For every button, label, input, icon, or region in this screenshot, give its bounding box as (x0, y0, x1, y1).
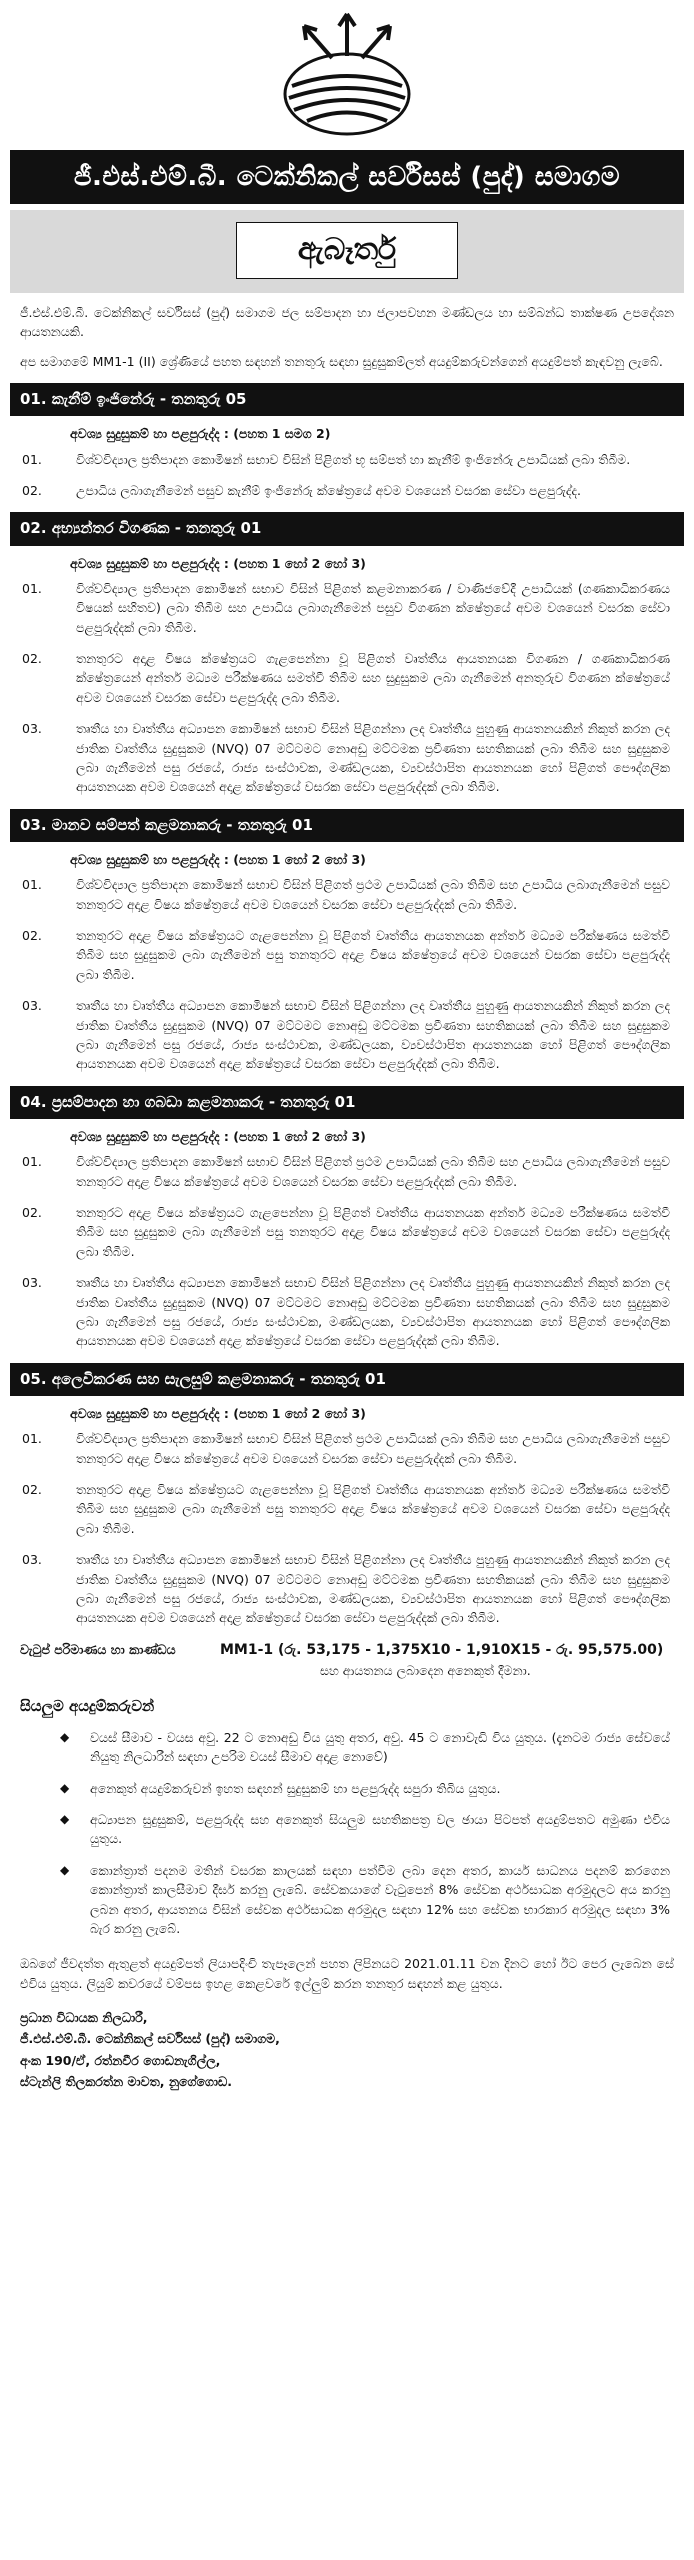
item-number: 02. (22, 651, 42, 667)
notice-title: ඇබෑර්තු (236, 222, 458, 279)
qualifications-heading: අවශ්‍ය සුදුසුකම් හා පළපුරුද්ද : (පහත 1 හෝ 2 හෝ 3) (70, 1405, 366, 1421)
vacancy-section-5 (10, 1363, 684, 1628)
item-text: විශ්වවිද්‍යාල ප්‍රතිපාදන කොමිෂන් සභාව විසින් පිළිගත් ප්‍රථම උපාධියක් ලබා තිබීම සහ උපාධිය ලබාගැනීමෙන් පසුව තනතුරට අදාළ විෂය ක්ෂේත්‍රයේ අවම වශයෙන් වසරක සේවා පළපුරුද්දක් ලබා තිබීම. (76, 1431, 670, 1466)
item-text: තෘතීය හා වෘත්තීය අධ්‍යාපන කොමිෂන් සභාව විසින් පිළිගන්නා ලද වෘත්තීය පුහුණු ආයතනයකින් නිකුත් කරන ලද ජාතික වෘත්තීය සුදුසුකම (NVQ) 07 මට්ටමට නොඅඩු මට්ටමක ප්‍රවීණතා සහතිකයක් ලබා තිබීම සහ සුදුසුකම ලබා ගැනීමෙන් පසු රජයේ, රාජ්‍ය සංස්ථාවක, මණ්ඩලයක, ව්‍යවස්ථාපිත ආයතනයක හෝ පිළිගත් පෞද්ගලික ආයතනයක අවම වශයෙන් අදාළ ක්ෂේත්‍රයේ වසරක සේවා පළපුරුද්දක් ලබා තිබීම. (76, 1275, 670, 1349)
bullet-icon: ◆ (60, 1780, 70, 1795)
item-number: 01. (22, 877, 42, 893)
section-title: 04. ප්‍රසම්පාදන හා ගබඩා කළමනාකරු - තනතුරු 01 (10, 1086, 684, 1119)
item-number: 03. (22, 1275, 42, 1291)
item-number: 03. (22, 998, 42, 1014)
item-text: තෘතීය හා වෘත්තීය අධ්‍යාපන කොමිෂන් සභාව විසින් පිළිගන්නා ලද වෘත්තීය පුහුණු ආයතනයකින් නිකුත් කරන ලද ජාතික වෘත්තීය සුදුසුකම (NVQ) 07 මට්ටමට නොඅඩු මට්ටමක ප්‍රවීණතා සහතිකයක් ලබා තිබීම සහ සුදුසුකම ලබා ගැනීමෙන් පසු රජයේ, රාජ්‍ය සංස්ථාවක, මණ්ඩලයක, ව්‍යවස්ථාපිත ආයතනයක හෝ පිළිගත් පෞද්ගලික ආයතනයක අවම වශයෙන් අදාළ ක්ෂේත්‍රයේ වසරක සේවා පළපුරුද්දක් ලබා තිබීම. (76, 721, 670, 795)
section-title: 03. මානව සම්පත් කළමනාකරු - තනතුරු 01 (10, 809, 684, 842)
advertisement-page (10, 0, 684, 2092)
item-text: වයස් සීමාව - වයස අවු. 22 ට නොඅඩු විය යුතු අතර, අවු. 45 ට නොවැඩි විය යුතුය. (දැනටම රාජ්‍ය සේවයේ නියුතු නිලධාරීන් සඳහා උපරිම වයස් සීමාව අදාළ නොවේ) (90, 1729, 670, 1765)
list-item (22, 1480, 670, 1538)
general-requirements-title: සියලුම අයදුම්කරුවන් (20, 1696, 155, 1715)
item-number: 03. (22, 721, 42, 737)
item-number: 01. (22, 451, 42, 467)
postal-address (20, 2007, 674, 2092)
item-text: තෘතීය හා වෘත්තීය අධ්‍යාපන කොමිෂන් සභාව විසින් පිළිගන්නා ලද වෘත්තීය පුහුණු ආයතනයකින් නිකුත් කරන ලද ජාතික වෘත්තීය සුදුසුකම (NVQ) 07 මට්ටමට නොඅඩු මට්ටමක ප්‍රවීණතා සහතිකයක් ලබා තිබීම සහ සුදුසුකම ලබා ගැනීමෙන් පසු රජයේ, රාජ්‍ය සංස්ථාවක, මණ්ඩලයක, ව්‍යවස්ථාපිත ආයතනයක හෝ පිළිගත් පෞද්ගලික ආයතනයක අවම වශයෙන් අදාළ ක්ෂේත්‍රයේ වසරක සේවා පළපුරුද්දක් ලබා තිබීම. (76, 998, 670, 1072)
item-number: 01. (22, 1154, 42, 1170)
item-text: උපාධිය ලබාගැනීමෙන් පසුව කැනීම් ඉංජිනේරු ක්ෂේත්‍රයේ අවම වශයෙන් වසරක සේවා පළපුරුද්ද. (76, 482, 581, 498)
vacancy-section-1 (10, 383, 684, 500)
bullet-icon: ◆ (60, 1862, 70, 1877)
section-title: 05. අලෙවිකරණ සහ සැලසුම් කළමනාකරු - තනතුරු 01 (10, 1363, 684, 1396)
item-text: තනතුරට අදාළ විෂය ක්ෂේත්‍රයට ගැළපෙන්නා වූ පිළිගත් වෘත්තීය ආයතනයක අන්තර් මධ්‍යම පරීක්ෂණය සමත්වී තිබීම සහ සුදුසුකම ලබා ගැනීමෙන් පසු තනතුරට අදාළ විෂය ක්ෂේත්‍රයේ අවම වශයෙන් වසරක සේවා පළපුරුද්ද ලබා තිබීම. (76, 1205, 670, 1259)
list-item (22, 649, 670, 707)
item-text: විශ්වවිද්‍යාල ප්‍රතිපාදන කොමිෂන් සභාව විසින් පිළිගත් ප්‍රථම උපාධියක් ලබා තිබීම සහ උපාධිය ලබාගැනීමෙන් පසුව තනතුරට අදාළ විෂය ක්ෂේත්‍රයේ අවම වශයෙන් වසරක සේවා පළපුරුද්දක් ලබා තිබීම. (76, 877, 670, 912)
list-item (60, 1779, 670, 1798)
item-number: 02. (22, 1205, 42, 1221)
list-item (22, 1550, 670, 1628)
vacancy-section-2 (10, 512, 684, 796)
item-number: 02. (22, 1482, 42, 1498)
bullet-icon: ◆ (60, 1729, 70, 1744)
item-number: 01. (22, 1431, 42, 1447)
item-text: විශ්වවිද්‍යාල ප්‍රතිපාදන කොමිෂන් සභාව විසින් පිළිගත් ප්‍රථම උපාධියක් ලබා තිබීම සහ උපාධිය ලබාගැනීමෙන් පසුව තනතුරට අදාළ විෂය ක්ෂේත්‍රයේ අවම වශයෙන් වසරක සේවා පළපුරුද්දක් ලබා තිබීම. (76, 1154, 670, 1189)
salary-label: වැටුප් පරිමාණය හා කාණ්ඩය (20, 1641, 176, 1657)
bullet-icon: ◆ (60, 1812, 70, 1827)
list-item (60, 1861, 670, 1939)
list-item (22, 875, 670, 914)
item-text: විශ්වවිද්‍යාල ප්‍රතිපාදන කොමිෂන් සභාව විසින් පිළිගත් කළමනාකරණ / වාණිජවේදී උපාධියක් (ගණකාධිකරණය විෂයක් සහිතව) ලබා තිබීම සහ උපාධිය ලබාගැනීමෙන් පසුව විගණන ක්ෂේත්‍රයේ අවම වශයෙන් වසරක සේවා පළපුරුද්දක් ලබා තිබීම. (76, 580, 670, 635)
list-item (22, 579, 670, 637)
salary-value: MM1-1 (රු. 53,175 - 1,375X10 - 1,910X15 - රු. 95,575.00) (220, 1641, 664, 1658)
list-item (22, 926, 670, 984)
item-number: 02. (22, 482, 42, 498)
item-text: තනතුරට අදාළ විෂය ක්ෂේත්‍රයට ගැළපෙන්නා වූ පිළිගත් වෘත්තීය ආයතනයක අන්තර් මධ්‍යම පරීක්ෂණය සමත්වී තිබීම සහ සුදුසුකම ලබා ගැනීමෙන් පසු තනතුරට අදාළ විෂය ක්ෂේත්‍රයේ අවම වශයෙන් වසරක සේවා පළපුරුද්ද ලබා තිබීම. (76, 928, 670, 982)
item-number: 03. (22, 1552, 42, 1568)
list-item (22, 1203, 670, 1261)
address-line: ස්ටැන්ලි තිලකරත්න මාවත, නුගේගොඩ. (20, 2073, 233, 2089)
qualifications-heading: අවශ්‍ය සුදුසුකම් හා පළපුරුද්ද : (පහත 1 සමග 2) (70, 426, 331, 442)
item-text: අධ්‍යාපන සුදුසුකම්, පළපුරුද්ද සහ අනෙකුත් සියලුම සහතිකපත්‍ර වල ඡායා පිටපත් අයදුම්පතට අමුණා එවිය යුතුය. (90, 1812, 670, 1847)
list-item (22, 1429, 670, 1468)
list-item (22, 996, 670, 1074)
company-logo-icon (272, 6, 422, 146)
section-title: 02. අභ්‍යන්තර විගණක - තනතුරු 01 (10, 512, 684, 545)
item-number: 02. (22, 928, 42, 944)
item-text: තෘතීය හා වෘත්තීය අධ්‍යාපන කොමිෂන් සභාව විසින් පිළිගන්නා ලද වෘත්තීය පුහුණු ආයතනයකින් නිකුත් කරන ලද ජාතික වෘත්තීය සුදුසුකම (NVQ) 07 මට්ටමට නොඅඩු මට්ටමක ප්‍රවීණතා සහතිකයක් ලබා තිබීම සහ සුදුසුකම ලබා ගැනීමෙන් පසු රජයේ, රාජ්‍ය සංස්ථාවක, මණ්ඩලයක, ව්‍යවස්ථාපිත ආයතනයක හෝ පිළිගත් පෞද්ගලික ආයතනයක අවම වශයෙන් අදාළ ක්ෂේත්‍රයේ වසරක සේවා පළපුරුද්දක් ලබා තිබීම. (76, 1552, 670, 1626)
list-item (22, 1152, 670, 1191)
vacancy-section-4 (10, 1086, 684, 1351)
item-text: කොන්ත්‍රාත් පදනම මතින් වසරක කාලයක් සඳහා පත්වීම ලබා දෙන අතර, කාර්ය සාධනය පදනම් කරගෙන කොන්ත්‍රාත් කාලසීමාව දීර්ඝ කරනු ලැබේ. සේවකයාගේ වැටුපෙන් 8% සේවක අර්ථසාධක අරමුදලට අය කරනු ලබන අතර, ආයතනය විසින් සේවක අර්ථසාධක අරමුදල සඳහා 12% සහ සේවක භාරකාර අරමුදල සඳහා 3% බැර කරනු ලැබේ. (90, 1862, 670, 1936)
list-item (22, 1273, 670, 1351)
address-line: ජී.එස්.එම්.බී. ටෙක්නිකල් සර්විසස් (පුද්) සමාගම, (20, 2031, 280, 2047)
list-item (22, 719, 670, 797)
item-number: 01. (22, 580, 42, 596)
address-line: අංක 190/ඒ, රත්නවීර ගොඩනැගිල්ල, (20, 2052, 221, 2068)
list-item (60, 1810, 670, 1849)
item-text: තනතුරට අදාළ විෂය ක්ෂේත්‍රයට ගැළපෙන්නා වූ පිළිගත් වෘත්තීය ආයතනයක අන්තර් මධ්‍යම පරීක්ෂණය සමත්වී තිබීම සහ සුදුසුකම ලබා ගැනීමෙන් පසු තනතුරට අදාළ විෂය ක්ෂේත්‍රයේ අවම වශයෙන් වසරක සේවා පළපුරුද්ද ලබා තිබීම. (76, 1482, 670, 1536)
qualifications-heading: අවශ්‍ය සුදුසුකම් හා පළපුරුද්ද : (පහත 1 හෝ 2 හෝ 3) (70, 555, 366, 571)
intro-paragraph-1: ජී.එස්.එම්.බී. ටෙක්නිකල් සර්විසස් (පුද්) සමාගම ජල සම්පාදන හා ජලාපවහන මණ්ඩලය හා සම්බන්ධ තාක්ෂණ උපදේශන ආයතනයකි. (20, 304, 674, 340)
salary-scale (20, 1640, 674, 1681)
item-text: තනතුරට අදාළ විෂය ක්ෂේත්‍රයට ගැළපෙන්නා වූ පිළිගත් වෘත්තීය ආයතනයක විගණන / ගණකාධිකරණ ක්ෂේත්‍රයෙන් අන්තර් මධ්‍යම පරීක්ෂණය සමත්වී තිබීම සහ සුදුසුකම ලබා ගැනීමෙන් අනතුරුව විගණන ක්ෂේත්‍රයේ අවම වශයෙන් වසරක සේවා පළපුරුද්ද ලබා තිබීම. (76, 651, 670, 705)
salary-value-block (220, 1640, 674, 1681)
qualifications-heading: අවශ්‍ය සුදුසුකම් හා පළපුරුද්ද : (පහත 1 හෝ 2 හෝ 3) (70, 851, 366, 867)
address-line: ප්‍රධාන විධායක නිලධාරී, (20, 2010, 148, 2026)
list-item (22, 481, 670, 500)
closing-paragraph: ඔබගේ ජීවදත්ත ඇතුළත් අයදුම්පත් ලියාපදිංචි තැපෑලෙන් පහත ලිපිනයට 2021.01.11 වන දිනට හෝ ඊට පෙර ලැබෙන සේ එවිය යුතුය. ලියුම් කවරයේ වම්පස ඉහළ කෙළවරේ ඉල්ලුම් කරන තනතුර සඳහන් කළ යුතුය. (20, 1956, 674, 1991)
salary-note: සහ ආයතනය ලබාදෙන අනෙකුත් දීමනා. (320, 1663, 531, 1679)
item-text: විශ්වවිද්‍යාල ප්‍රතිපාදන කොමිෂන් සභාව විසින් පිළිගත් භූ සම්පත් හා කැනීම් ඉංජිනේරු උපාධියක් ලබා තිබීම. (76, 451, 631, 467)
list-item (60, 1728, 670, 1767)
intro-paragraph-2: අප සමාගමේ MM1-1 (II) ශ්‍රේණියේ පහත සඳහන් තනතුරු සඳහා සුදුසුකම්ලත් අයදුම්කරුවන්ගෙන් අයදුම්පත් කැඳවනු ලැබේ. (20, 353, 663, 369)
list-item (22, 450, 670, 469)
item-text: අනෙකුත් අයදුම්කරුවන් ඉහත සඳහන් සුදුසුකම් හා පළපුරුද්ද සපුරා තිබිය යුතුය. (90, 1780, 501, 1796)
vacancy-section-3 (10, 809, 684, 1074)
section-title: 01. කැනීම් ඉංජිනේරු - තනතුරු 05 (10, 383, 684, 416)
notice-banner (10, 210, 684, 293)
qualifications-heading: අවශ්‍ය සුදුසුකම් හා පළපුරුද්ද : (පහත 1 හෝ 2 හෝ 3) (70, 1128, 366, 1144)
organization-name: ජී.එස්.එම්.බී. ටෙක්නිකල් සර්විසස් (පුද්) සමාගම (10, 150, 684, 204)
